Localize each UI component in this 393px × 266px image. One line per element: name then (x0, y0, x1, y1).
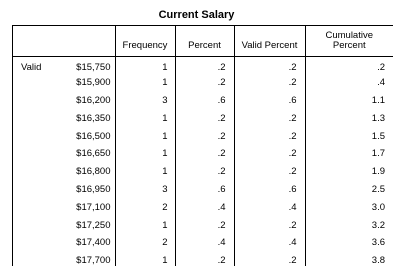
row-salary-value: $15,750 (76, 61, 111, 73)
row-salary-value: $17,250 (76, 219, 111, 231)
row-valid-percent: .2 (234, 127, 305, 145)
table-row (13, 92, 393, 110)
row-percent: .2 (175, 163, 234, 181)
header-group-cell (13, 26, 55, 56)
header-percent: Percent (175, 26, 234, 56)
frequency-table (13, 26, 393, 266)
row-percent: .6 (175, 92, 234, 110)
row-percent: .2 (175, 127, 234, 145)
row-valid-percent: .4 (234, 198, 305, 216)
table-row (13, 198, 393, 216)
row-frequency: 2 (115, 198, 175, 216)
row-group-label (13, 145, 55, 163)
row-valid-percent: .2 (234, 252, 305, 266)
row-salary-value: $15,900 (76, 77, 111, 89)
row-group-label (13, 234, 55, 252)
table-row (13, 234, 393, 252)
header-row (13, 26, 393, 56)
header-value-cell (55, 26, 115, 56)
row-cumulative-percent: 3.8 (305, 252, 393, 266)
row-cumulative-percent: .2 (305, 56, 393, 74)
row-percent: .2 (175, 145, 234, 163)
table-row (13, 163, 393, 181)
row-frequency: 1 (115, 109, 175, 127)
row-salary-value: $17,100 (76, 201, 111, 213)
row-cumulative-percent: 1.7 (305, 145, 393, 163)
row-frequency: 1 (115, 163, 175, 181)
row-salary-value: $16,800 (76, 166, 111, 178)
row-frequency: 1 (115, 145, 175, 163)
row-percent: .2 (175, 56, 234, 74)
row-frequency: 1 (115, 252, 175, 266)
table-row (13, 127, 393, 145)
table-row (13, 109, 393, 127)
row-salary-value: $16,950 (76, 183, 111, 195)
header-valid-percent: Valid Percent (234, 26, 305, 56)
row-group-label (13, 92, 55, 110)
row-salary-value: $16,500 (76, 130, 111, 142)
row-percent: .4 (175, 234, 234, 252)
row-group-label: Valid (21, 61, 42, 73)
row-valid-percent: .4 (234, 234, 305, 252)
row-frequency: 1 (115, 127, 175, 145)
row-group-label (13, 198, 55, 216)
table-row (13, 56, 393, 74)
row-percent: .2 (175, 216, 234, 234)
row-valid-percent: .6 (234, 92, 305, 110)
row-percent: .2 (175, 252, 234, 266)
row-valid-percent: .2 (234, 145, 305, 163)
row-cumulative-percent: 3.6 (305, 234, 393, 252)
row-cumulative-percent: 1.9 (305, 163, 393, 181)
row-group-label (13, 181, 55, 199)
row-group-label (13, 127, 55, 145)
row-salary-value: $17,700 (76, 255, 111, 266)
row-cumulative-percent: 2.5 (305, 181, 393, 199)
row-salary-value: $16,350 (76, 112, 111, 124)
row-valid-percent: .2 (234, 216, 305, 234)
row-group-label (13, 163, 55, 181)
row-percent: .2 (175, 109, 234, 127)
row-valid-percent: .6 (234, 181, 305, 199)
row-group-label (13, 216, 55, 234)
row-percent: .4 (175, 198, 234, 216)
row-valid-percent: .2 (234, 163, 305, 181)
row-salary-value: $16,200 (76, 94, 111, 106)
table-row (13, 74, 393, 92)
row-valid-percent: .2 (234, 56, 305, 74)
row-cumulative-percent: 1.1 (305, 92, 393, 110)
row-group-label (13, 74, 55, 92)
table-row (13, 216, 393, 234)
row-percent: .2 (175, 74, 234, 92)
frequency-table-frame (12, 25, 393, 266)
row-frequency: 2 (115, 234, 175, 252)
header-frequency: Frequency (115, 26, 175, 56)
row-cumulative-percent: 1.3 (305, 109, 393, 127)
table-title: Current Salary (158, 9, 235, 21)
row-salary-value: $16,650 (76, 148, 111, 160)
header-cumulative-percent: Cumulative Percent (305, 26, 393, 56)
table-row (13, 145, 393, 163)
row-frequency: 3 (115, 92, 175, 110)
table-row (13, 252, 393, 266)
row-frequency: 1 (115, 74, 175, 92)
row-cumulative-percent: .4 (305, 74, 393, 92)
row-group-label (13, 109, 55, 127)
row-cumulative-percent: 1.5 (305, 127, 393, 145)
row-frequency: 1 (115, 56, 175, 74)
row-cumulative-percent: 3.0 (305, 198, 393, 216)
row-frequency: 3 (115, 181, 175, 199)
row-cumulative-percent: 3.2 (305, 216, 393, 234)
row-group-label (13, 252, 55, 266)
row-salary-value: $17,400 (76, 237, 111, 249)
table-row (13, 181, 393, 199)
row-frequency: 1 (115, 216, 175, 234)
row-percent: .6 (175, 181, 234, 199)
row-valid-percent: .2 (234, 74, 305, 92)
row-valid-percent: .2 (234, 109, 305, 127)
